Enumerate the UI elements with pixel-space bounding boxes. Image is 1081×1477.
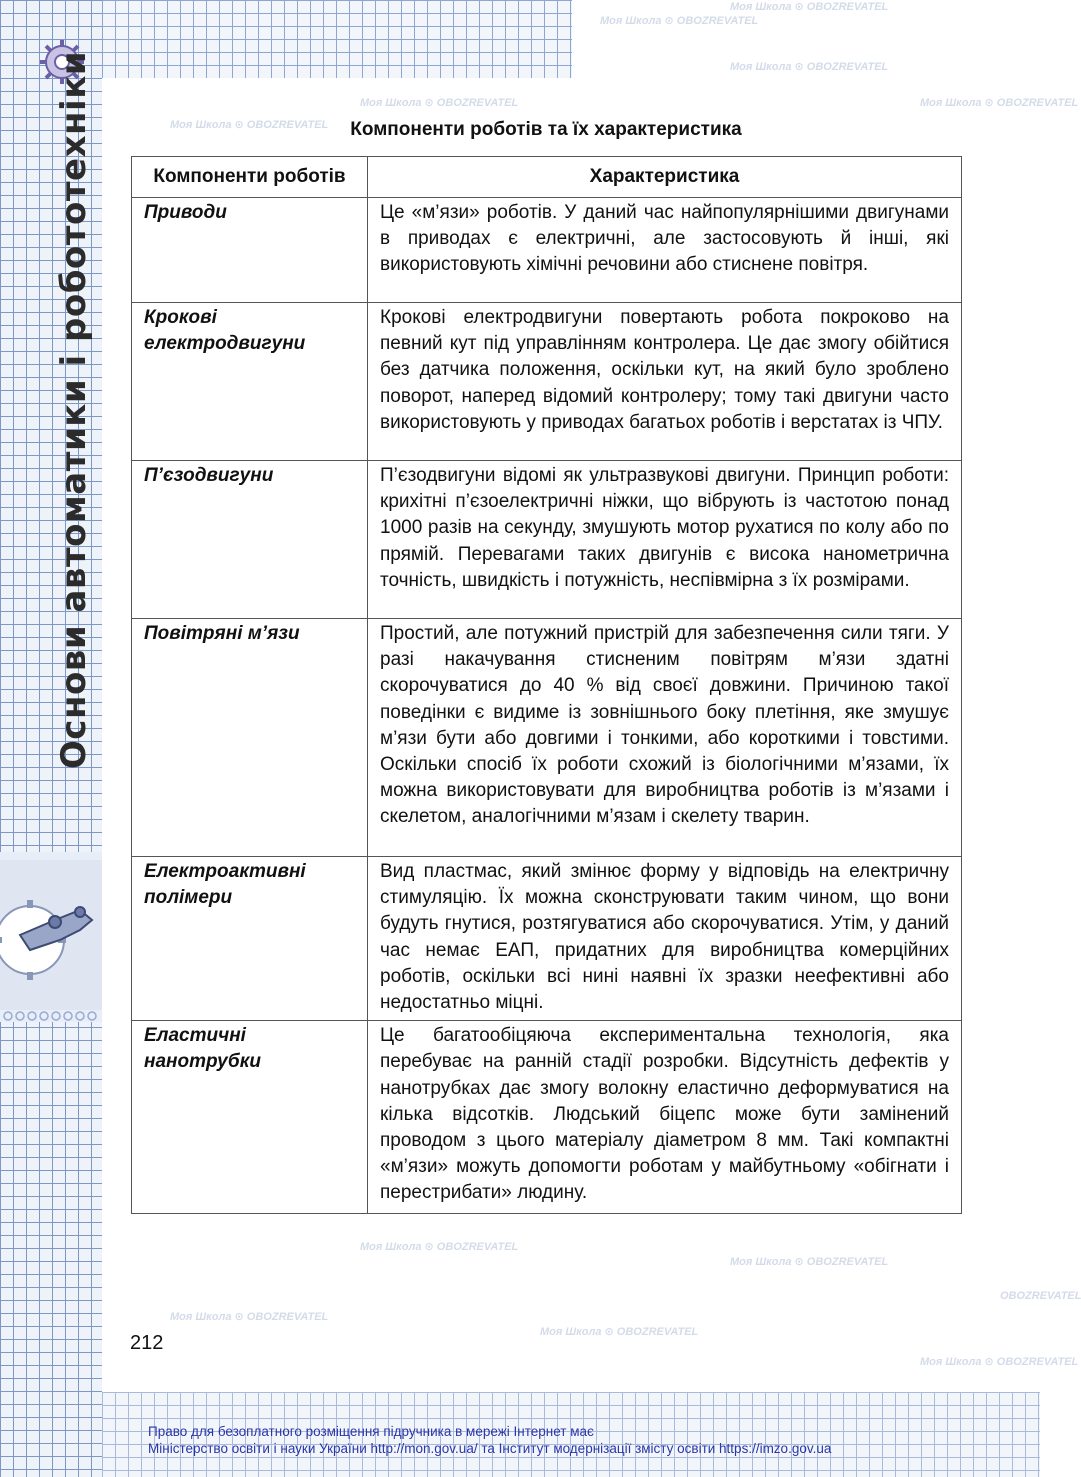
component-name: Електроактивні полімери	[132, 857, 368, 1021]
table-header-row	[132, 157, 962, 198]
watermark: Моя Школа ⊙ OBOZREVATEL	[920, 97, 1079, 109]
watermark: Моя Школа ⊙ OBOZREVATEL	[170, 1311, 329, 1323]
component-description: Це «м’язи» роботів. У даний час найпопулярнішими двигунами в приводах є електричні, але застосовують й інші, які використовують хімічні речовини або стиснене повітря.	[368, 198, 962, 303]
watermark: Моя Школа ⊙ OBOZREVATEL	[600, 15, 759, 27]
watermark: Моя Школа ⊙ OBOZREVATEL	[170, 119, 329, 131]
watermark: Моя Школа ⊙ OBOZREVATEL	[360, 97, 519, 109]
component-description: Крокові електродвигуни повертають робота покроково на певний кут під управлінням контролера. Це дає змогу обійтися без датчика положення, оскільки кут, на який було зроблено поворот, наперед відомий контролеру; тому такі двигуни часто використовують у приводах багатьох роботів і верстатах із ЧПУ.	[368, 303, 962, 461]
component-description: Вид пластмас, який змінює форму у відповідь на електричну стимуляцію. Їх можна сконструювати таким чином, що вони будуть гнутися, розтягуватися або скорочуватися. Утім, у даний час немає ЕАП, придатних для виробництва комерційних роботів, оскільки всі нині наявні їх зразки неефективні або недостатньо міцні.	[368, 857, 962, 1021]
component-name: П’єзодвигуни	[132, 461, 368, 619]
table-title: Компоненти роботів та їх характеристика	[350, 119, 742, 140]
column-header-components: Компоненти роботів	[132, 157, 368, 198]
footer-line-1: Право для безоплатного розміщення підручника в мережі Інтернет має	[148, 1424, 594, 1439]
footer-line-2: Міністерство освіти і науки України http://mon.gov.ua/ та Інститут модернізації змісту освіти https://imzo.gov.ua	[148, 1441, 832, 1456]
watermark: Моя Школа ⊙ OBOZREVATEL	[920, 1356, 1079, 1368]
component-name: Крокові електродвигуни	[132, 303, 368, 461]
component-name: Приводи	[132, 198, 368, 303]
footer-copyright	[148, 1423, 1028, 1457]
components-table	[131, 156, 962, 1214]
chapter-side-title	[48, 50, 100, 770]
component-name: Повітряні м’язи	[132, 619, 368, 857]
table-row	[132, 461, 962, 619]
robot-arm-illustration-icon	[0, 850, 102, 1040]
watermark: Моя Школа ⊙ OBOZREVATEL	[540, 1326, 699, 1338]
watermark: Моя Школа ⊙ OBOZREVATEL	[730, 61, 889, 73]
grid-paper-top-band	[102, 0, 572, 78]
table-row	[132, 303, 962, 461]
component-description: П’єзодвигуни відомі як ультразвукові двигуни. Принцип роботи: крихітні п’єзоелектричні ніжки, що вібрують із частотою понад 1000 разів на секунду, змушують мотор рухатися по колу або по прямій. Перевагами таких двигунів є висока нанометрична точність, швидкість і потужність, неспівмірна з їх розмірами.	[368, 461, 962, 619]
page-number: 212	[130, 1332, 164, 1354]
table-row	[132, 1021, 962, 1214]
component-description: Простий, але потужний пристрій для забезпечення сили тяги. У разі накачування стисненим повітрям м’язи здатні скорочуватися до 40 % від своєї довжини. Причиною такої поведінки є видиме із зовнішнього боку плетіння, яке змушує м’язи бути або довгими і тонкими, або короткими і товстими. Оскільки спосіб їх роботи схожий із біологічними м’язами, їх можна використовувати для виробництва роботів із м’язами і скелетом, аналогічними м’язам і скелету тварин.	[368, 619, 962, 857]
table-row	[132, 198, 962, 303]
watermark: Моя Школа ⊙ OBOZREVATEL	[730, 1256, 889, 1268]
watermark: Моя Школа ⊙ OBOZREVATEL	[730, 1, 889, 13]
component-name: Еластичні нанотрубки	[132, 1021, 368, 1214]
chapter-title-text: Основи автоматики і робототехніки	[54, 50, 95, 770]
watermark: OBOZREVATEL	[1000, 1290, 1081, 1302]
column-header-characteristics: Характеристика	[368, 157, 962, 198]
table-row	[132, 857, 962, 1021]
component-description: Це багатообіцяюча експериментальна технологія, яка перебуває на ранній стадії розробки. Відсутність дефектів у нанотрубках дає змогу волокну еластично деформуватися на кілька відсотків. Людський біцепс може бути замінений проводом з цього матеріалу діаметром 8 мм. Такі компактні «м’язи» можуть допомогти роботам у майбутньому «обігнати і перестрибати» людину.	[368, 1021, 962, 1214]
watermark: Моя Школа ⊙ OBOZREVATEL	[360, 1241, 519, 1253]
table-row	[132, 619, 962, 857]
